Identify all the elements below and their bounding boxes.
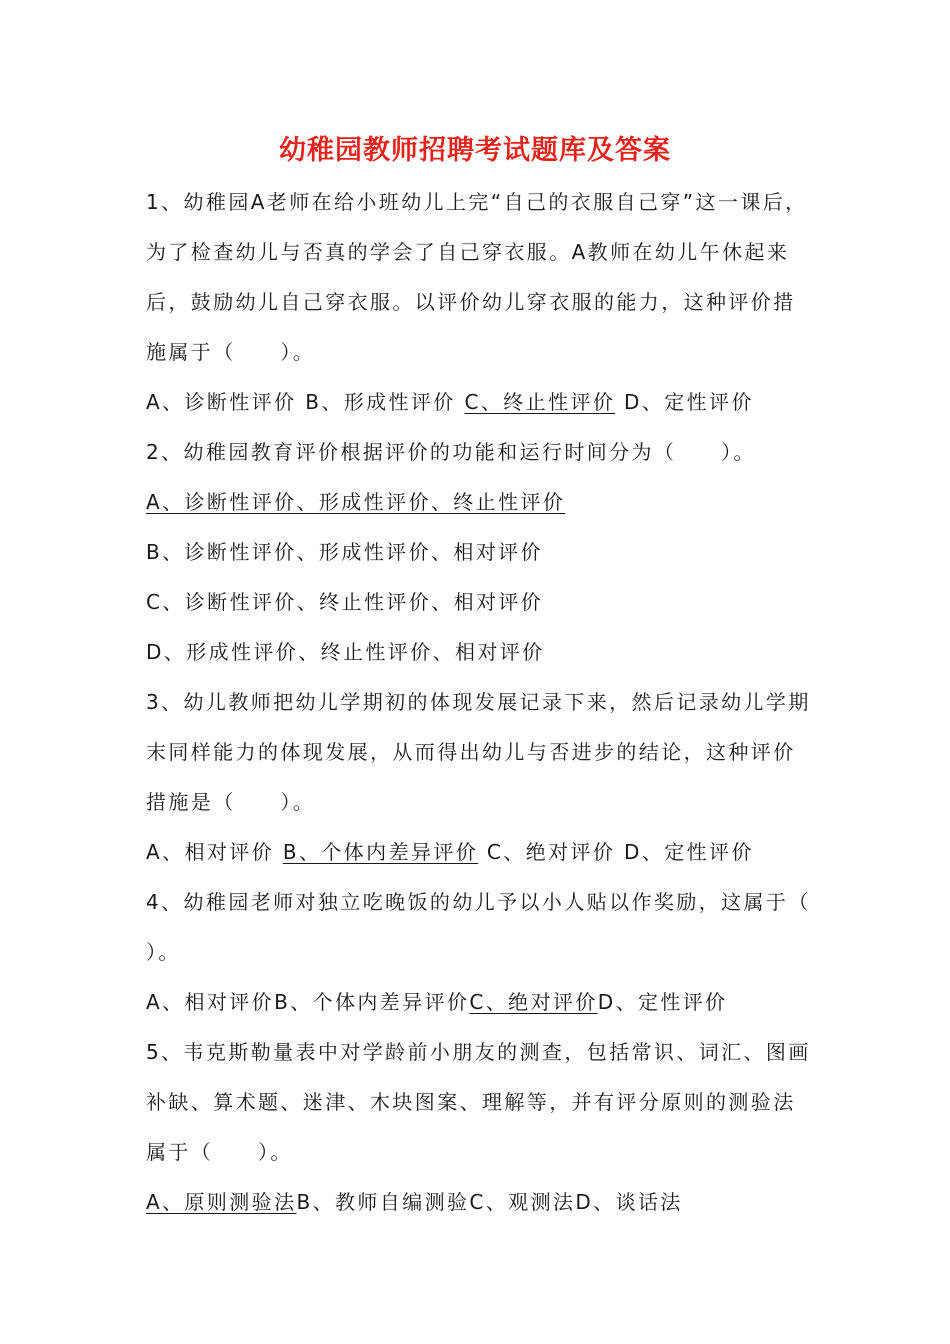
text-line: [146, 632, 810, 682]
text-segment: 施属于（ ）。: [146, 340, 316, 364]
text-segment: 3、幼儿教师把幼儿学期初的体现发展记录下来，然后记录幼儿学期: [146, 690, 811, 714]
answer-text: C、终止性评价: [464, 390, 616, 414]
text-segment: C、诊断性评价、终止性评价、相对评价: [146, 590, 544, 614]
question-list: [146, 182, 810, 1232]
text-line: [146, 232, 810, 282]
text-line: [146, 982, 810, 1032]
text-line: [146, 532, 810, 582]
text-segment: 为了检查幼儿与否真的学会了自己穿衣服。A教师在幼儿午休起来: [146, 240, 790, 264]
text-line: [146, 832, 810, 882]
text-segment: D、定性评价: [597, 990, 728, 1014]
text-segment: B、教师自编测验C、观测法D、谈话法: [296, 1190, 683, 1214]
answer-text: B、个体内差异评价: [282, 840, 479, 864]
text-line: [146, 382, 810, 432]
text-segment: D、形成性评价、终止性评价、相对评价: [146, 640, 545, 664]
text-line: [146, 1032, 810, 1082]
page-title: 幼稚园教师招聘考试题库及答案: [279, 135, 671, 166]
text-segment: 措施是（ ）。: [146, 790, 316, 814]
text-segment: 5、韦克斯勒量表中对学龄前小朋友的测查，包括常识、词汇、图画: [146, 1040, 811, 1064]
text-segment: 末同样能力的体现发展，从而得出幼儿与否进步的结论，这种评价: [146, 740, 796, 764]
text-line: [146, 332, 810, 382]
text-line: [146, 282, 810, 332]
text-line: [146, 882, 810, 932]
text-segment: B、诊断性评价、形成性评价、相对评价: [146, 540, 543, 564]
text-segment: 1、幼稚园A老师在给小班幼儿上完“自己的衣服自己穿”这一课后，: [146, 190, 808, 214]
text-segment: 4、幼稚园老师对独立吃晚饭的幼儿予以小人贴以作奖励，这属于（: [146, 890, 811, 914]
text-segment: 属于（ ）。: [146, 1140, 293, 1164]
answer-text: A、原则测验法: [146, 1190, 297, 1214]
text-line: [146, 582, 810, 632]
text-line: [146, 932, 810, 982]
text-line: [146, 1182, 810, 1232]
text-line: [146, 482, 810, 532]
answer-text: C、绝对评价: [469, 990, 598, 1014]
text-segment: A、相对评价: [146, 840, 283, 864]
text-line: [146, 182, 810, 232]
answer-text: A、诊断性评价、形成性评价、终止性评价: [146, 490, 566, 514]
text-line: [146, 1082, 810, 1132]
text-segment: C、绝对评价 D、定性评价: [478, 840, 754, 864]
text-segment: ）。: [146, 940, 181, 964]
text-segment: 补缺、算术题、迷津、木块图案、理解等，并有评分原则的测验法: [146, 1090, 796, 1114]
text-segment: A、相对评价B、个体内差异评价: [146, 990, 470, 1014]
text-segment: D、定性评价: [615, 390, 754, 414]
text-segment: 后，鼓励幼儿自己穿衣服。以评价幼儿穿衣服的能力，这种评价措: [146, 290, 796, 314]
text-line: [146, 432, 810, 482]
text-segment: 2、幼稚园教育评价根据评价的功能和运行时间分为（ ）。: [146, 440, 756, 464]
text-line: [146, 682, 810, 732]
text-line: [146, 1132, 810, 1182]
text-line: [146, 732, 810, 782]
text-segment: A、诊断性评价 B、形成性评价: [146, 390, 465, 414]
text-line: [146, 782, 810, 832]
